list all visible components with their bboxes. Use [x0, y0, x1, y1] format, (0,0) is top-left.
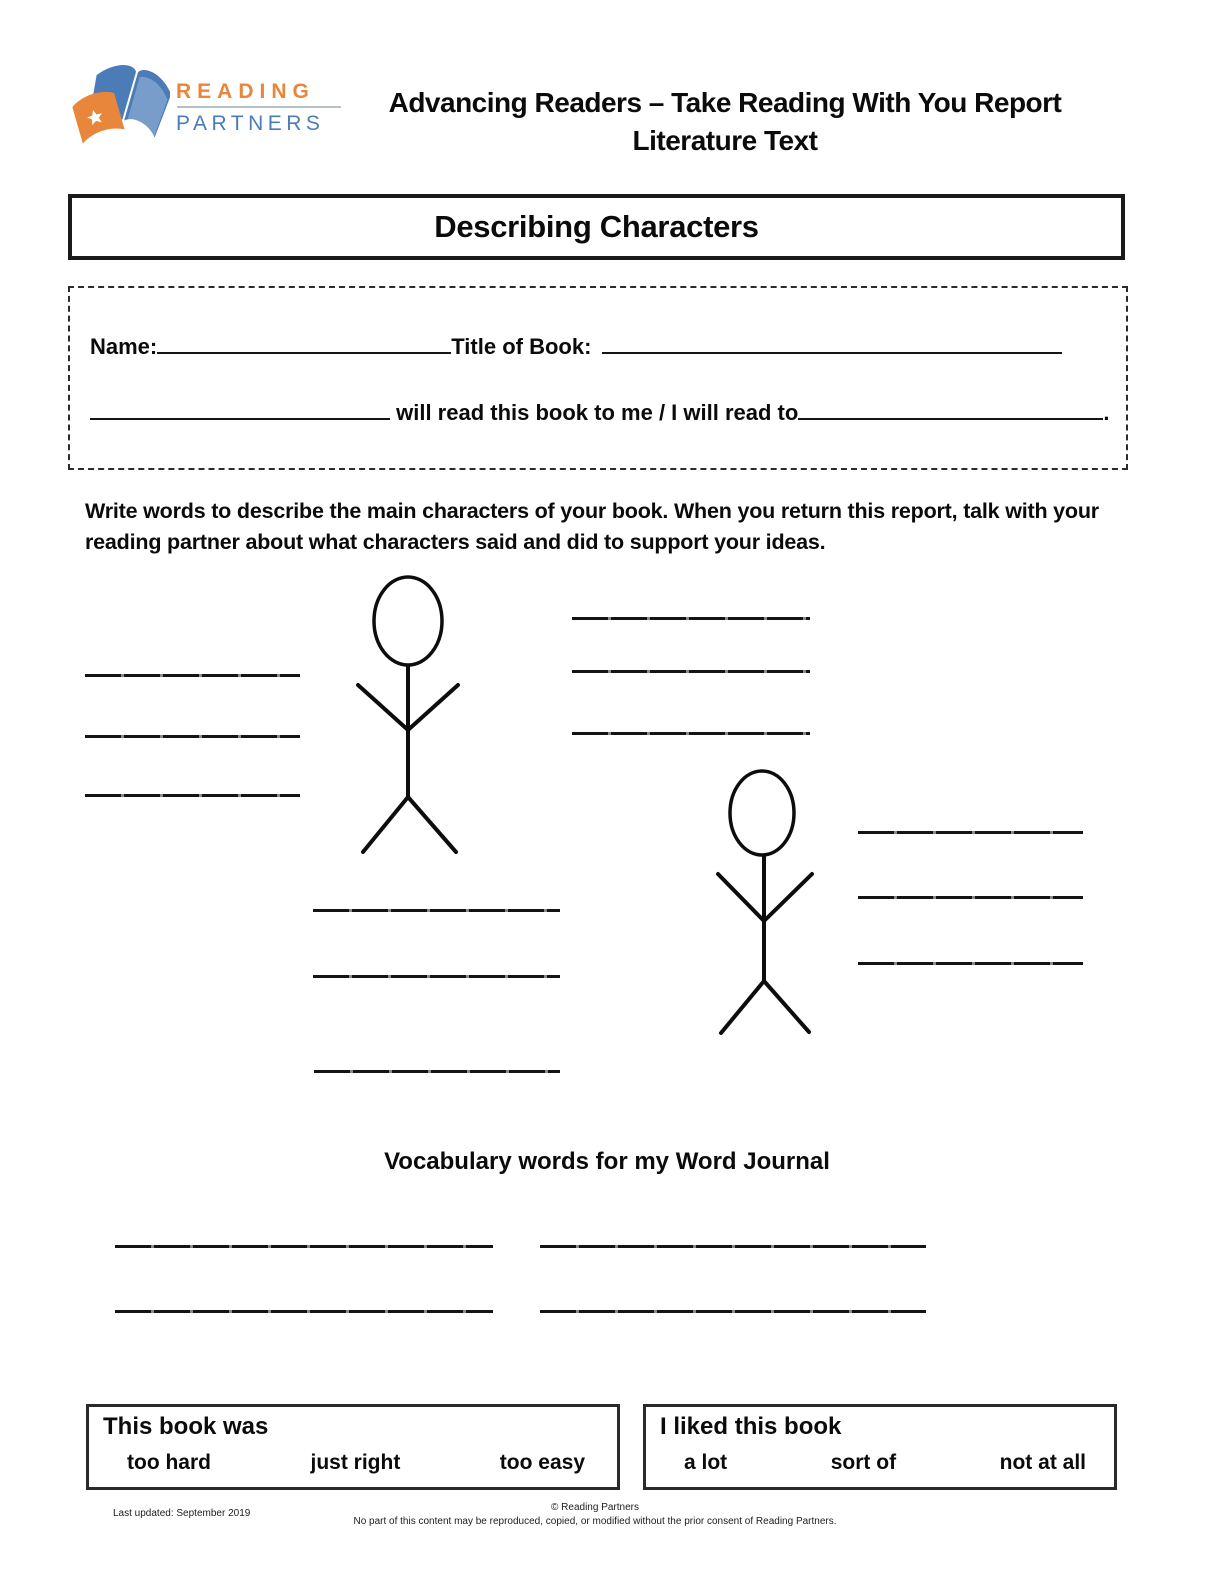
name-blank [157, 330, 451, 354]
logo-divider [177, 106, 341, 108]
name-label: Name: [90, 334, 158, 359]
sentence-period: . [1103, 400, 1110, 425]
page-title [330, 84, 1120, 160]
char1-right-line-3 [572, 732, 810, 735]
char1-bottom-line-2 [313, 975, 560, 978]
char1-right-line-1 [572, 617, 810, 620]
section-title: Describing Characters [434, 209, 759, 244]
name-title-row [90, 330, 1062, 360]
difficulty-option-just-right: just right [310, 1451, 401, 1474]
difficulty-option-too-easy: too easy [499, 1451, 585, 1474]
liking-box [643, 1404, 1117, 1490]
difficulty-option-too-hard: too hard [127, 1451, 211, 1474]
char1-left-line-1 [85, 674, 300, 677]
liking-option-a-lot: a lot [684, 1451, 728, 1474]
difficulty-heading: This book was [103, 1413, 269, 1440]
liking-heading: I liked this book [660, 1413, 842, 1440]
char1-left-line-2 [85, 735, 300, 738]
reading-partners-book-icon [70, 58, 170, 154]
char2-right-line-3 [858, 962, 1083, 965]
stick-figure-2 [690, 765, 840, 1045]
vocab-line-1 [115, 1245, 493, 1248]
footer-copyright-block [0, 1501, 1190, 1528]
book-title-label: Title of Book: [451, 334, 592, 359]
read-to-row [90, 396, 1109, 426]
char1-left-line-3 [85, 794, 300, 797]
char1-right-line-2 [572, 670, 810, 673]
liking-option-sort-of: sort of [830, 1451, 897, 1474]
read-sentence: will read this book to me / I will read to [396, 400, 799, 425]
footer-copyright: © Reading Partners [551, 1502, 639, 1513]
liking-options [646, 1451, 1114, 1475]
section-title-box [68, 194, 1125, 260]
page-title-line2: Literature Text [632, 125, 818, 156]
char2-right-line-2 [858, 896, 1083, 899]
reader-name-blank [90, 396, 390, 420]
vocab-line-3 [115, 1310, 493, 1313]
logo-word-partners: PARTNERS [176, 112, 325, 135]
book-title-blank [602, 330, 1062, 354]
char2-right-line-1 [858, 831, 1083, 834]
footer-disclaimer: No part of this content may be reproduced, copied, or modified without the prior consent of Reading Partners. [353, 1515, 837, 1527]
logo-word-reading: READING [176, 80, 315, 103]
char1-bottom-line-3 [314, 1070, 560, 1073]
instructions-text: Write words to describe the main characters of your book. When you return this report, talk with your reading partner about what characters said and did to support your ideas. [85, 499, 1099, 555]
student-info-box [68, 286, 1128, 470]
stick-figure-1 [330, 573, 490, 858]
listener-name-blank [798, 396, 1103, 420]
page-title-line1: Advancing Readers – Take Reading With You Report [388, 87, 1062, 118]
char1-bottom-line-1 [313, 909, 560, 912]
difficulty-options [89, 1451, 617, 1475]
liking-option-not-at-all: not at all [999, 1451, 1086, 1474]
difficulty-box [86, 1404, 620, 1490]
vocab-line-4 [540, 1310, 926, 1313]
vocabulary-heading: Vocabulary words for my Word Journal [384, 1148, 830, 1175]
footer-last-updated: Last updated: September 2019 [113, 1508, 251, 1519]
vocab-line-2 [540, 1245, 926, 1248]
